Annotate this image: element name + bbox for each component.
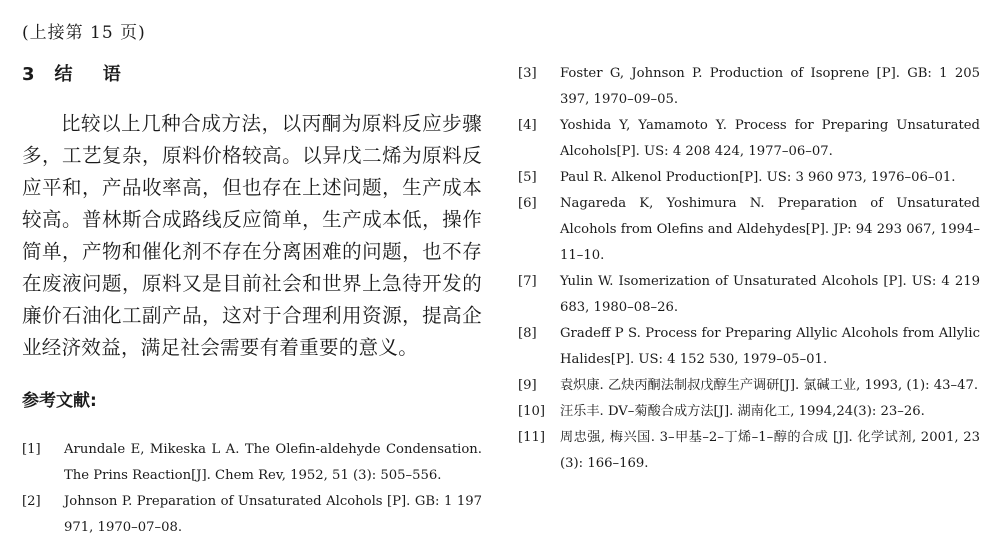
continuation-note: (上接第 15 页) bbox=[22, 23, 146, 43]
section-title: 结 语 bbox=[54, 64, 133, 85]
reference-number: [7] bbox=[518, 274, 537, 289]
reference-item bbox=[518, 165, 980, 191]
conclusion-heading bbox=[22, 60, 482, 86]
reference-number: [2] bbox=[22, 494, 41, 509]
reference-number: [11] bbox=[518, 430, 546, 445]
reference-item bbox=[518, 373, 980, 399]
references-heading: 参考文献: bbox=[22, 391, 97, 411]
section-number: 3 bbox=[22, 64, 37, 85]
reference-text: Arundale E, Mikeska L A. The Olefin-aldehyde Condensation. The Prins Reaction[J]. Chem Rev, 1952, 51 (3): 505–556. bbox=[64, 442, 482, 483]
right-column bbox=[518, 61, 980, 477]
reference-text: Johnson P. Preparation of Unsaturated Alcohols [P]. GB: 1 197 971, 1970–07–08. bbox=[64, 494, 482, 535]
reference-text: Yoshida Y, Yamamoto Y. Process for Preparing Unsaturated Alcohols[P]. US: 4 208 424, 1977–06–07. bbox=[560, 118, 980, 159]
reference-number: [1] bbox=[22, 442, 41, 457]
reference-item bbox=[518, 321, 980, 373]
reference-text: 袁炽康. 乙炔丙酮法制叔戊醇生产调研[J]. 氯碱工业, 1993, (1): 43–47. bbox=[560, 378, 979, 393]
reference-number: [9] bbox=[518, 378, 537, 393]
reference-list-left bbox=[22, 437, 482, 541]
reference-text: 汪乐丰. DV–菊酸合成方法[J]. 湖南化工, 1994,24(3): 23–26. bbox=[560, 404, 925, 419]
reference-number: [4] bbox=[518, 118, 537, 133]
reference-number: [8] bbox=[518, 326, 537, 341]
reference-item bbox=[518, 269, 980, 321]
reference-list-right bbox=[518, 61, 980, 477]
reference-item bbox=[518, 399, 980, 425]
reference-number: [3] bbox=[518, 66, 537, 81]
reference-text: 周忠强, 梅兴国. 3–甲基–2–丁烯–1–醇的合成 [J]. 化学试剂, 2001, 23 (3): 166–169. bbox=[560, 430, 980, 471]
reference-number: [5] bbox=[518, 170, 537, 185]
reference-text: Foster G, Johnson P. Production of Isoprene [P]. GB: 1 205 397, 1970–09–05. bbox=[560, 66, 980, 107]
reference-item bbox=[518, 191, 980, 269]
reference-text: Paul R. Alkenol Production[P]. US: 3 960 973, 1976–06–01. bbox=[560, 170, 956, 185]
reference-item bbox=[22, 489, 482, 541]
reference-text: Nagareda K, Yoshimura N. Preparation of Unsaturated Alcohols from Olefins and Aldehydes[P]. JP: 94 293 067, 1994–11–10. bbox=[560, 196, 980, 263]
left-column bbox=[22, 60, 482, 541]
conclusion-paragraph: 比较以上几种合成方法，以丙酮为原料反应步骤多，工艺复杂，原料价格较高。以异戊二烯为原料反应平和，产品收率高，但也存在上述问题，生产成本较高。普林斯合成路线反应简单，生产成本低，操作简单，产物和催化剂不存在分离困难的问题，也不存在废液问题，原料又是目前社会和世界上急待开发的廉价石油化工副产品，这对于合理利用资源，提高企业经济效益，满足社会需要有着重要的意义。 bbox=[22, 112, 482, 359]
reference-item bbox=[22, 437, 482, 489]
reference-number: [10] bbox=[518, 404, 546, 419]
reference-text: Gradeff P S. Process for Preparing Allylic Alcohols from Allylic Halides[P]. US: 4 152 530, 1979–05–01. bbox=[560, 326, 980, 367]
reference-number: [6] bbox=[518, 196, 537, 211]
reference-item bbox=[518, 425, 980, 477]
reference-item bbox=[518, 61, 980, 113]
reference-item bbox=[518, 113, 980, 165]
reference-text: Yulin W. Isomerization of Unsaturated Alcohols [P]. US: 4 219 683, 1980–08–26. bbox=[560, 274, 980, 315]
